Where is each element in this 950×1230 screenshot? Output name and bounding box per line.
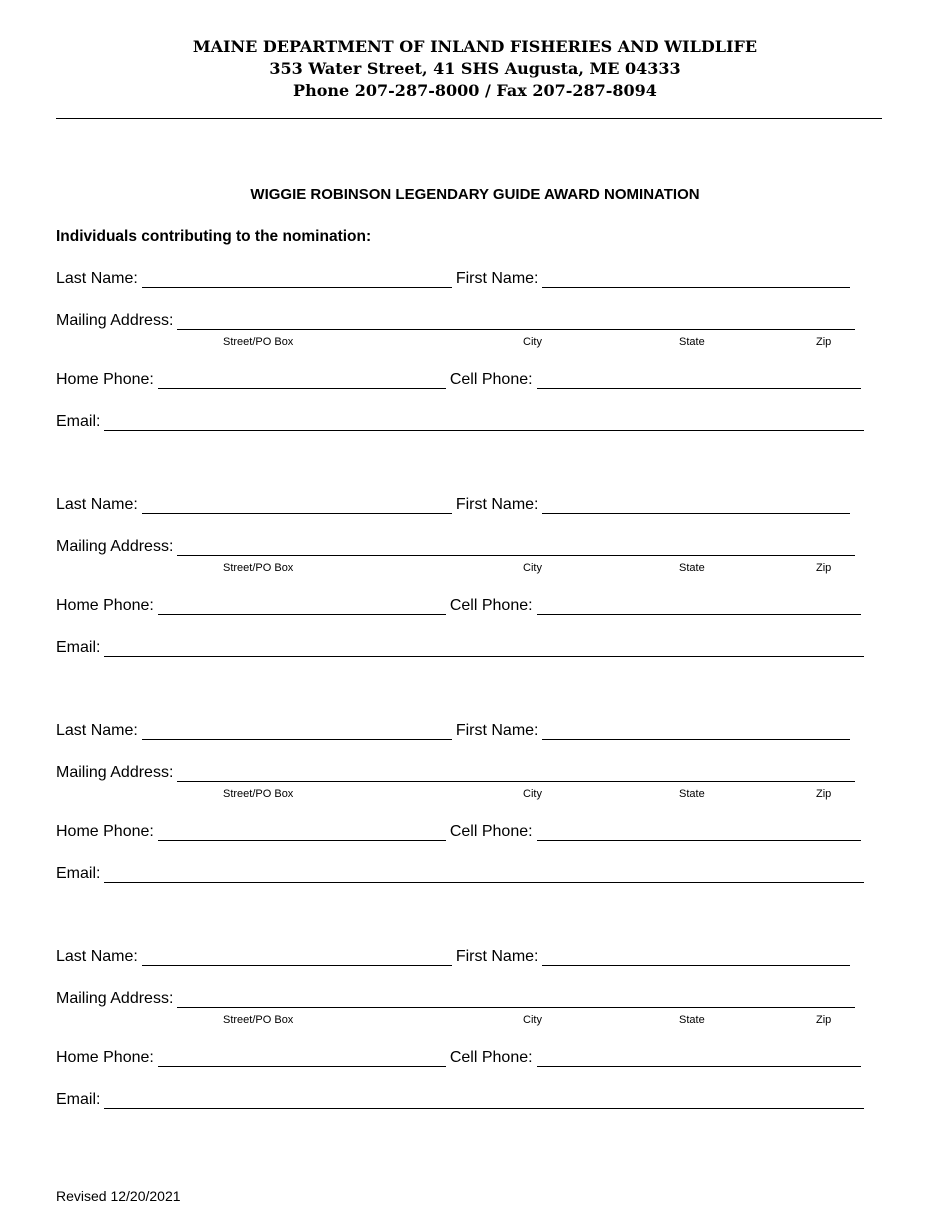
contributor-block <box>0 946 950 1126</box>
cell-phone-field[interactable] <box>537 1050 861 1067</box>
zip-sublabel: Zip <box>816 1014 832 1026</box>
email-field[interactable] <box>104 414 864 431</box>
first-name-label: First Name: <box>455 722 539 739</box>
email-field[interactable] <box>104 1092 864 1109</box>
form-title: WIGGIE ROBINSON LEGENDARY GUIDE AWARD NOMINATION <box>250 186 700 203</box>
state-sublabel: State <box>679 1014 705 1026</box>
revision-date: Revised 12/20/2021 <box>56 1188 181 1204</box>
city-sublabel: City <box>523 788 542 800</box>
cell-phone-field[interactable] <box>537 372 861 389</box>
email-field[interactable] <box>104 866 864 883</box>
first-name-field[interactable] <box>542 723 850 740</box>
cell-phone-field[interactable] <box>537 824 861 841</box>
street-sublabel: Street/PO Box <box>223 562 294 574</box>
last-name-label: Last Name: <box>56 496 138 513</box>
department-phone-fax: Phone 207-287-8000 / Fax 207-287-8094 <box>293 81 657 100</box>
cell-phone-label: Cell Phone: <box>449 597 533 614</box>
cell-phone-label: Cell Phone: <box>449 1049 533 1066</box>
cell-phone-label: Cell Phone: <box>449 371 533 388</box>
zip-sublabel: Zip <box>816 562 832 574</box>
mailing-address-field[interactable] <box>177 991 855 1008</box>
home-phone-label: Home Phone: <box>56 823 154 840</box>
last-name-field[interactable] <box>142 271 452 288</box>
email-label: Email: <box>56 639 101 656</box>
email-label: Email: <box>56 1091 101 1108</box>
department-address: 353 Water Street, 41 SHS Augusta, ME 04333 <box>269 59 681 78</box>
home-phone-field[interactable] <box>158 824 446 841</box>
last-name-field[interactable] <box>142 723 452 740</box>
first-name-label: First Name: <box>455 496 539 513</box>
first-name-label: First Name: <box>455 270 539 287</box>
home-phone-field[interactable] <box>158 598 446 615</box>
city-sublabel: City <box>523 562 542 574</box>
first-name-field[interactable] <box>542 271 850 288</box>
home-phone-label: Home Phone: <box>56 1049 154 1066</box>
mailing-address-field[interactable] <box>177 765 855 782</box>
mailing-address-label: Mailing Address: <box>56 538 174 555</box>
cell-phone-label: Cell Phone: <box>449 823 533 840</box>
contributor-block <box>0 494 950 674</box>
last-name-label: Last Name: <box>56 270 138 287</box>
first-name-field[interactable] <box>542 949 850 966</box>
header-divider <box>56 118 882 119</box>
mailing-address-label: Mailing Address: <box>56 312 174 329</box>
email-label: Email: <box>56 865 101 882</box>
mailing-address-field[interactable] <box>177 539 855 556</box>
home-phone-label: Home Phone: <box>56 597 154 614</box>
home-phone-label: Home Phone: <box>56 371 154 388</box>
mailing-address-label: Mailing Address: <box>56 764 174 781</box>
street-sublabel: Street/PO Box <box>223 788 294 800</box>
street-sublabel: Street/PO Box <box>223 1014 294 1026</box>
last-name-label: Last Name: <box>56 722 138 739</box>
state-sublabel: State <box>679 562 705 574</box>
zip-sublabel: Zip <box>816 336 832 348</box>
zip-sublabel: Zip <box>816 788 832 800</box>
contributor-block <box>0 268 950 448</box>
home-phone-field[interactable] <box>158 372 446 389</box>
mailing-address-label: Mailing Address: <box>56 990 174 1007</box>
home-phone-field[interactable] <box>158 1050 446 1067</box>
city-sublabel: City <box>523 336 542 348</box>
mailing-address-field[interactable] <box>177 313 855 330</box>
contributor-block <box>0 720 950 900</box>
city-sublabel: City <box>523 1014 542 1026</box>
section-heading: Individuals contributing to the nomination: <box>56 228 372 245</box>
last-name-label: Last Name: <box>56 948 138 965</box>
email-field[interactable] <box>104 640 864 657</box>
cell-phone-field[interactable] <box>537 598 861 615</box>
state-sublabel: State <box>679 336 705 348</box>
first-name-field[interactable] <box>542 497 850 514</box>
street-sublabel: Street/PO Box <box>223 336 294 348</box>
department-name: MAINE DEPARTMENT OF INLAND FISHERIES AND WILDLIFE <box>192 37 758 56</box>
email-label: Email: <box>56 413 101 430</box>
last-name-field[interactable] <box>142 497 452 514</box>
state-sublabel: State <box>679 788 705 800</box>
last-name-field[interactable] <box>142 949 452 966</box>
first-name-label: First Name: <box>455 948 539 965</box>
